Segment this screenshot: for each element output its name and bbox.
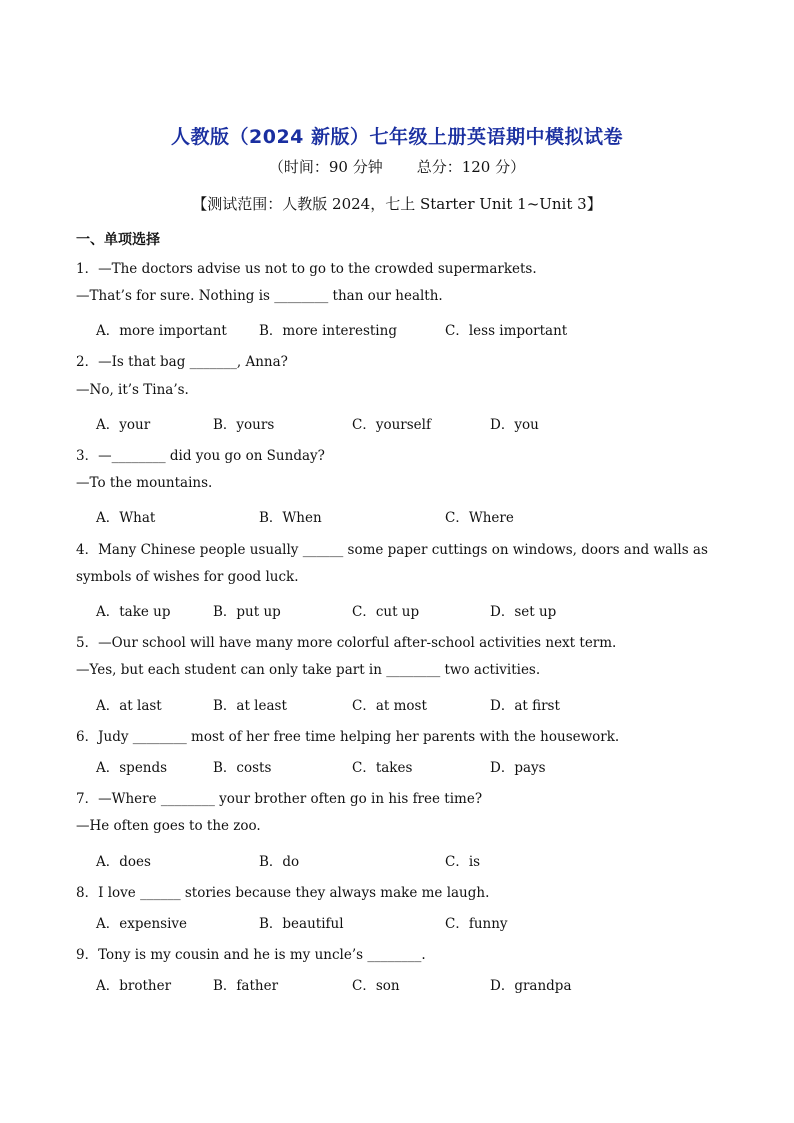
question-9-line-1: 9．Tony is my cousin and he is my uncle’s ________. (76, 947, 426, 963)
exam-time: （时间：90 分钟 (268, 158, 383, 176)
question-2-option-a[interactable]: A．your (96, 417, 151, 433)
page-title: 人教版（2024 新版）七年级上册英语期中模拟试卷 (171, 126, 623, 148)
question-2-option-c[interactable]: C．yourself (352, 417, 431, 433)
question-7-option-a[interactable]: A．does (96, 854, 151, 870)
question-3-line-2: —To the mountains. (76, 475, 213, 491)
question-2-line-1: 2．—Is that bag _______, Anna? (76, 354, 288, 370)
question-3-option-b[interactable]: B．When (259, 510, 322, 526)
question-8-option-b[interactable]: B．beautiful (259, 916, 344, 932)
question-8-line-1: 8．I love ______ stories because they always make me laugh. (76, 885, 490, 901)
question-7-option-c[interactable]: C．is (445, 854, 481, 870)
question-4-line-2: symbols of wishes for good luck. (76, 569, 299, 585)
question-7-line-1: 7．—Where ________ your brother often go in his free time? (76, 791, 483, 807)
question-5-line-1: 5．—Our school will have many more colorful after-school activities next term. (76, 635, 617, 651)
question-1-option-c[interactable]: C．less important (445, 323, 568, 339)
test-scope: 【测试范围：人教版 2024，七上 Starter Unit 1~Unit 3】 (192, 195, 602, 213)
question-6-option-a[interactable]: A．spends (96, 760, 168, 776)
question-6-option-b[interactable]: B．costs (213, 760, 272, 776)
question-4-option-a[interactable]: A．take up (96, 604, 171, 620)
question-4-option-c[interactable]: C．cut up (352, 604, 420, 620)
question-1-option-a[interactable]: A．more important (96, 323, 227, 339)
question-6-option-c[interactable]: C．takes (352, 760, 413, 776)
question-1-line-2: —That’s for sure. Nothing is ________ than our health. (76, 288, 443, 304)
question-2-option-d[interactable]: D．you (490, 417, 539, 433)
question-7-line-2: —He often goes to the zoo. (76, 818, 261, 834)
section-heading: 一、单项选择 (76, 232, 160, 248)
question-2-option-b[interactable]: B．yours (213, 417, 275, 433)
question-5-option-d[interactable]: D．at first (490, 698, 560, 714)
question-8-option-a[interactable]: A．expensive (96, 916, 188, 932)
question-3-option-c[interactable]: C．Where (445, 510, 514, 526)
question-1-line-1: 1．—The doctors advise us not to go to the crowded supermarkets. (76, 261, 537, 277)
question-3-line-1: 3．—________ did you go on Sunday? (76, 448, 325, 464)
question-3-option-a[interactable]: A．What (96, 510, 156, 526)
question-5-option-c[interactable]: C．at most (352, 698, 427, 714)
question-6-line-1: 6．Judy ________ most of her free time helping her parents with the housework. (76, 729, 620, 745)
question-9-option-b[interactable]: B．father (213, 978, 279, 994)
question-2-line-2: —No, it’s Tina’s. (76, 382, 189, 398)
question-9-option-d[interactable]: D．grandpa (490, 978, 572, 994)
question-4-option-d[interactable]: D．set up (490, 604, 557, 620)
question-9-option-a[interactable]: A．brother (96, 978, 172, 994)
question-8-option-c[interactable]: C．funny (445, 916, 508, 932)
question-5-line-2: —Yes, but each student can only take part in ________ two activities. (76, 662, 541, 678)
question-4-line-1: 4．Many Chinese people usually ______ some paper cuttings on windows, doors and walls as (76, 542, 708, 558)
question-5-option-b[interactable]: B．at least (213, 698, 287, 714)
question-5-option-a[interactable]: A．at last (96, 698, 162, 714)
exam-info (0, 156, 794, 177)
question-1-option-b[interactable]: B．more interesting (259, 323, 397, 339)
question-6-option-d[interactable]: D．pays (490, 760, 546, 776)
question-7-option-b[interactable]: B．do (259, 854, 300, 870)
question-4-option-b[interactable]: B．put up (213, 604, 281, 620)
exam-score: 总分：120 分） (416, 158, 526, 176)
question-9-option-c[interactable]: C．son (352, 978, 400, 994)
